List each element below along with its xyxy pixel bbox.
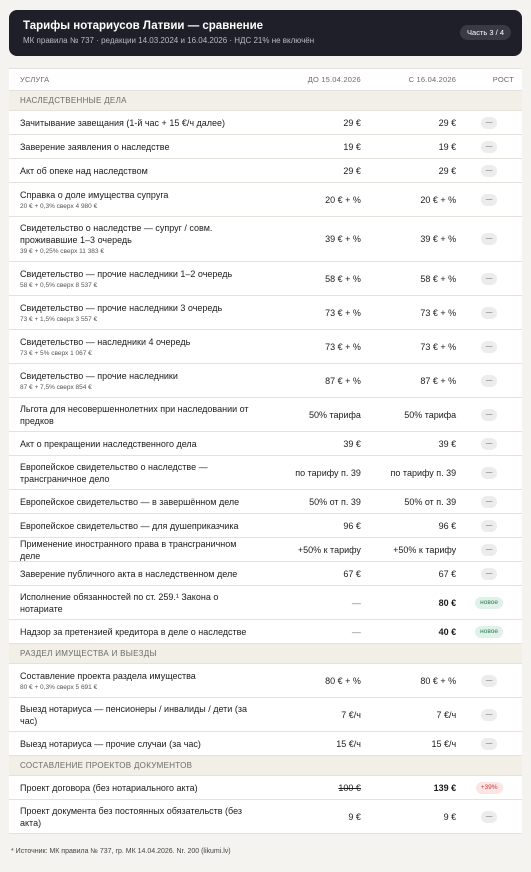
table-row xyxy=(9,664,522,698)
table-body xyxy=(9,91,522,834)
service-cell xyxy=(9,461,263,485)
old-price: 80 € + % xyxy=(325,675,361,686)
growth-badge: — xyxy=(481,467,498,479)
growth-badge: новое xyxy=(475,626,503,638)
growth-cell xyxy=(456,675,522,687)
old-price: 73 € + % xyxy=(325,307,361,318)
service-name: Применение иностранного права в трансграничном деле xyxy=(20,538,237,561)
growth-badge: — xyxy=(481,141,498,153)
table-row xyxy=(9,111,522,135)
service-cell xyxy=(9,222,263,256)
table-row xyxy=(9,620,522,644)
service-cell xyxy=(9,568,263,580)
service-cell xyxy=(9,782,263,794)
old-price: 29 € xyxy=(343,165,361,176)
old-price: — xyxy=(351,626,361,637)
old-price: 67 € xyxy=(343,568,361,579)
new-price: 58 € + % xyxy=(420,273,457,284)
growth-cell xyxy=(456,117,522,129)
growth-cell xyxy=(456,496,522,508)
new-price: 73 € + % xyxy=(420,307,457,318)
col-new: С 16.04.2026 xyxy=(408,75,457,84)
table-row xyxy=(9,159,522,183)
growth-badge: — xyxy=(481,438,498,450)
service-cell xyxy=(9,520,263,532)
growth-badge: — xyxy=(481,496,498,508)
table-row xyxy=(9,776,522,800)
table-row xyxy=(9,800,522,834)
service-cell xyxy=(9,438,263,450)
growth-badge: — xyxy=(481,675,498,687)
growth-cell xyxy=(456,233,522,245)
growth-badge: новое xyxy=(475,597,503,609)
table-row xyxy=(9,398,522,432)
header xyxy=(9,10,522,56)
table-row xyxy=(9,538,522,562)
old-price: 29 € xyxy=(343,117,361,128)
service-cell xyxy=(9,336,263,358)
new-price: 50% тарифа xyxy=(404,409,457,420)
old-price: 100 € xyxy=(338,782,361,793)
growth-badge: — xyxy=(481,709,498,721)
old-price: 96 € xyxy=(343,520,361,531)
growth-badge: — xyxy=(481,273,498,285)
tariff-table xyxy=(9,68,522,834)
service-cell xyxy=(9,403,263,427)
table-row xyxy=(9,217,522,262)
service-cell xyxy=(9,268,263,290)
table-row xyxy=(9,135,522,159)
service-formula: 73 € + 5% сверх 1 067 € xyxy=(20,349,92,357)
service-name: Свидетельство о наследстве — супруг / совм. проживавшие 1–3 очередь xyxy=(20,223,213,245)
service-formula: 80 € + 0,3% сверх 5 691 € xyxy=(20,683,98,691)
new-price: 7 €/ч xyxy=(436,709,457,720)
service-name: Заверение публичного акта в наследственном деле xyxy=(20,568,238,579)
service-cell xyxy=(9,738,263,750)
service-cell xyxy=(9,805,263,829)
service-name: Европейское свидетельство о наследстве — трансграничное дело xyxy=(20,461,208,484)
service-formula: 87 € + 7,5% сверх 854 € xyxy=(20,383,92,391)
new-price: 9 € xyxy=(443,811,457,822)
table-row xyxy=(9,456,522,490)
growth-cell xyxy=(456,194,522,206)
section-header: СОСТАВЛЕНИЕ ПРОЕКТОВ ДОКУМЕНТОВ xyxy=(9,756,522,776)
service-name: Льгота для несовершеннолетних при наследовании от предков xyxy=(20,403,249,426)
growth-cell xyxy=(456,307,522,319)
growth-cell xyxy=(456,811,522,823)
service-formula: 58 € + 0,5% сверх 8 537 € xyxy=(20,281,98,289)
section-header: РАЗДЕЛ ИМУЩЕСТВА И ВЫЕЗДЫ xyxy=(9,644,522,664)
service-name: Акт о прекращении наследственного дела xyxy=(20,438,197,449)
page-title: Тарифы нотариусов Латвии — сравнение xyxy=(23,20,264,32)
growth-badge: — xyxy=(481,409,498,421)
growth-cell xyxy=(456,273,522,285)
service-name: Свидетельство — прочие наследники xyxy=(20,370,178,381)
col-old: ДО 15.04.2026 xyxy=(307,75,361,84)
old-price: 20 € + % xyxy=(325,194,361,205)
service-cell xyxy=(9,117,263,129)
growth-cell xyxy=(456,738,522,750)
growth-cell xyxy=(456,341,522,353)
part-indicator: Часть 3 / 4 xyxy=(460,25,511,40)
service-formula: 73 € + 1,5% сверх 3 557 € xyxy=(20,315,98,323)
new-price: 80 € xyxy=(438,597,457,608)
table-row xyxy=(9,698,522,732)
table-row xyxy=(9,562,522,586)
page-subtitle: МК правила № 737 · редакции 14.03.2024 и 16.04.2026 · НДС 21% не включён xyxy=(23,36,315,45)
growth-badge: — xyxy=(481,811,498,823)
service-formula: 20 € + 0,3% сверх 4 980 € xyxy=(20,202,98,210)
growth-badge: — xyxy=(481,520,498,532)
growth-cell xyxy=(456,568,522,580)
service-name: Выезд нотариуса — прочие случаи (за час) xyxy=(20,738,201,749)
new-price: 29 € xyxy=(438,117,457,128)
col-growth: РОСТ xyxy=(492,75,515,84)
new-price: 29 € xyxy=(438,165,457,176)
table-header xyxy=(9,69,522,91)
old-price: 19 € xyxy=(343,141,361,152)
service-name: Справка о доле имущества супруга xyxy=(20,189,169,200)
old-price: 50% от п. 39 xyxy=(309,496,361,507)
old-price: 39 € xyxy=(343,438,361,449)
table-row xyxy=(9,262,522,296)
service-cell xyxy=(9,703,263,727)
col-service: УСЛУГА xyxy=(20,75,50,84)
service-cell xyxy=(9,626,263,638)
old-price: по тарифу п. 39 xyxy=(295,467,361,478)
service-cell xyxy=(9,189,263,211)
old-price: 9 € xyxy=(348,811,361,822)
growth-cell xyxy=(456,141,522,153)
new-price: 39 € + % xyxy=(420,234,457,244)
table-row xyxy=(9,732,522,756)
service-cell xyxy=(9,670,263,692)
service-cell xyxy=(9,141,263,153)
table-row xyxy=(9,514,522,538)
growth-cell xyxy=(456,782,522,794)
service-cell xyxy=(9,591,263,615)
new-price: 15 €/ч xyxy=(431,738,457,749)
new-price: 50% от п. 39 xyxy=(404,496,457,507)
growth-badge: — xyxy=(481,194,498,206)
new-price: 96 € xyxy=(438,520,457,531)
new-price: 67 € xyxy=(438,568,457,579)
service-name: Проект договора (без нотариального акта) xyxy=(20,782,198,793)
growth-cell xyxy=(456,544,522,556)
table-row xyxy=(9,330,522,364)
table-row xyxy=(9,586,522,620)
new-price: 39 € xyxy=(438,438,457,449)
new-price: +50% к тарифу xyxy=(393,544,457,555)
service-name: Европейское свидетельство — для душеприказчика xyxy=(20,520,239,531)
growth-cell xyxy=(456,165,522,177)
service-name: Зачитывание завещания (1-й час + 15 €/ч далее) xyxy=(20,117,226,128)
table-row xyxy=(9,432,522,456)
growth-badge: — xyxy=(481,307,498,319)
table-row xyxy=(9,296,522,330)
growth-cell xyxy=(456,709,522,721)
service-name: Составление проекта раздела имущества xyxy=(20,670,196,681)
growth-badge: — xyxy=(481,341,498,353)
growth-cell xyxy=(456,597,522,609)
growth-cell xyxy=(456,438,522,450)
service-cell xyxy=(9,165,263,177)
service-name: Надзор за претензией кредитора в деле о наследстве xyxy=(20,626,247,637)
footnote: * Источник: МК правила № 737, гр. МК 14.04.2026. Nr. 200 (likumi.lv) xyxy=(11,848,231,855)
service-cell xyxy=(9,538,263,562)
growth-badge: — xyxy=(481,375,498,387)
growth-badge: — xyxy=(481,544,498,556)
service-name: Свидетельство — наследники 4 очередь xyxy=(20,336,191,347)
service-cell xyxy=(9,370,263,392)
new-price: 20 € + % xyxy=(420,194,457,205)
old-price: 87 € + % xyxy=(325,375,361,386)
old-price: — xyxy=(351,597,361,608)
new-price: 139 € xyxy=(433,782,457,793)
table-row xyxy=(9,364,522,398)
service-name: Европейское свидетельство — в завершённом деле xyxy=(20,496,240,507)
growth-badge: — xyxy=(481,165,498,177)
growth-badge: — xyxy=(481,568,498,580)
new-price: по тарифу п. 39 xyxy=(390,467,457,478)
section-header: НАСЛЕДСТВЕННЫЕ ДЕЛА xyxy=(9,91,522,111)
new-price: 73 € + % xyxy=(420,341,457,352)
growth-cell xyxy=(456,467,522,479)
growth-badge: — xyxy=(481,233,498,245)
service-name: Свидетельство — прочие наследники 1–2 очередь xyxy=(20,268,233,279)
old-price: 39 € + % xyxy=(325,234,361,244)
service-name: Заверение заявления о наследстве xyxy=(20,141,170,152)
new-price: 19 € xyxy=(438,141,457,152)
old-price: 15 €/ч xyxy=(336,738,361,749)
old-price: 50% тарифа xyxy=(308,409,361,420)
old-price: +50% к тарифу xyxy=(297,544,361,555)
new-price: 80 € + % xyxy=(420,675,457,686)
service-formula: 39 € + 0,25% сверх 11 383 € xyxy=(20,248,104,255)
table-row xyxy=(9,183,522,217)
service-name: Проект документа без постоянных обязательств (без акта) xyxy=(20,805,243,828)
service-name: Свидетельство — прочие наследники 3 очередь xyxy=(20,302,223,313)
service-name: Акт об опеке над наследством xyxy=(20,165,148,176)
new-price: 40 € xyxy=(438,626,457,637)
growth-badge: — xyxy=(481,117,498,129)
service-cell xyxy=(9,302,263,324)
old-price: 73 € + % xyxy=(325,341,361,352)
growth-cell xyxy=(456,520,522,532)
growth-cell xyxy=(456,375,522,387)
growth-cell xyxy=(456,409,522,421)
old-price: 58 € + % xyxy=(325,273,361,284)
growth-badge: +39% xyxy=(476,782,503,794)
service-name: Исполнение обязанностей по ст. 259.¹ Закона о нотариате xyxy=(20,591,219,614)
old-price: 7 €/ч xyxy=(341,709,361,720)
service-cell xyxy=(9,496,263,508)
table-row xyxy=(9,490,522,514)
service-name: Выезд нотариуса — пенсионеры / инвалиды / дети (за час) xyxy=(20,703,247,726)
growth-badge: — xyxy=(481,738,498,750)
new-price: 87 € + % xyxy=(420,375,457,386)
growth-cell xyxy=(456,626,522,638)
